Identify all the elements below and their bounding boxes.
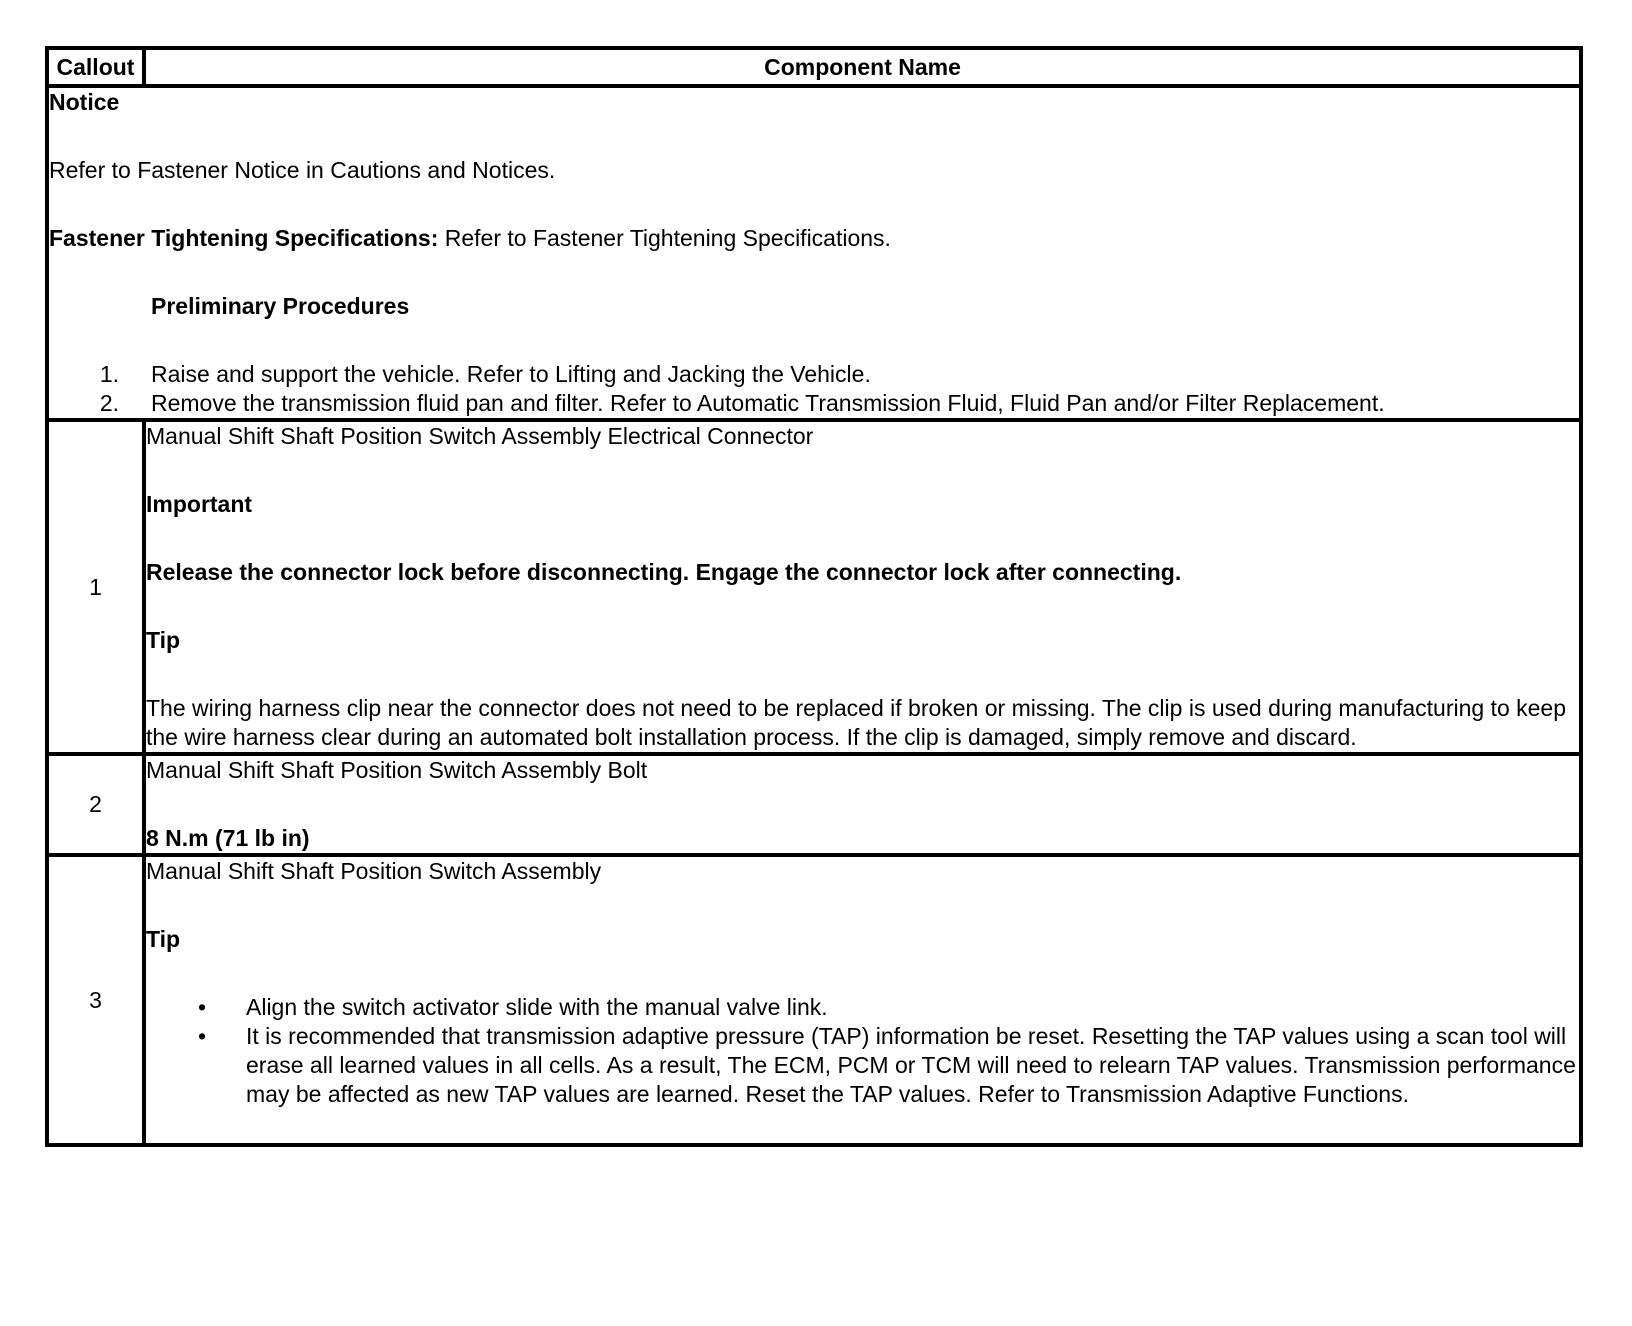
list-item: [146, 993, 1579, 1022]
important-text: Release the connector lock before disconnecting. Engage the connector lock after connecting.: [146, 559, 1182, 585]
important-label: Important: [146, 491, 253, 517]
step-number: 2.: [99, 390, 119, 416]
list-item: [146, 1022, 1579, 1109]
fastener-spec-label: Fastener Tightening Specifications:: [49, 225, 439, 251]
component-table: [45, 46, 1583, 1147]
list-item: [49, 360, 1579, 389]
notice-title: Notice: [49, 89, 120, 115]
tip-text: The wiring harness clip near the connector does not need to be replaced if broken or missing. The clip is used during manufacturing to keep the wire harness clear during an automated bolt installation process. If the clip is damaged, simply remove and discard.: [146, 695, 1567, 750]
notice-row: [47, 86, 1581, 420]
notice-refer-text: Refer to Fastener Notice in Cautions and Notices.: [49, 157, 556, 183]
torque-spec: 8 N.m (71 lb in): [146, 825, 310, 851]
component-cell: [144, 855, 1581, 1145]
fastener-spec-line: [49, 224, 1579, 253]
callout-number: 3: [47, 855, 144, 1145]
component-name: Manual Shift Shaft Position Switch Assembly Bolt: [146, 757, 648, 783]
tip-label: Tip: [146, 627, 181, 653]
bullet-icon: •: [198, 1023, 207, 1049]
callout-number: 1: [47, 420, 144, 754]
fastener-spec-text: Refer to Fastener Tightening Specifications.: [438, 225, 891, 251]
component-cell: [144, 420, 1581, 754]
step-text: Remove the transmission fluid pan and filter. Refer to Automatic Transmission Fluid, Fluid Pan and/or Filter Replacement.: [151, 390, 1385, 416]
component-name: Manual Shift Shaft Position Switch Assembly: [146, 858, 602, 884]
table-row: [47, 855, 1581, 1145]
table-row: [47, 754, 1581, 855]
step-text: Raise and support the vehicle. Refer to Lifting and Jacking the Vehicle.: [151, 361, 871, 387]
tip-label: Tip: [146, 926, 181, 952]
component-cell: [144, 754, 1581, 855]
table-row: [47, 420, 1581, 754]
bullet-text: Align the switch activator slide with the manual valve link.: [246, 994, 828, 1020]
tip-bullet-list: [146, 993, 1579, 1109]
callout-number: 2: [47, 754, 144, 855]
bullet-text: It is recommended that transmission adaptive pressure (TAP) information be reset. Resetting the TAP values using a scan tool will erase all learned values in all cells. As a result, The ECM, PCM or TCM will need to relearn TAP values. Transmission performance may be affected as new TAP values are learned. Reset the TAP values. Refer to Transmission Adaptive Functions.: [246, 1023, 1576, 1107]
preliminary-steps-list: [49, 360, 1579, 418]
list-item: [49, 389, 1579, 418]
component-name: Manual Shift Shaft Position Switch Assembly Electrical Connector: [146, 423, 814, 449]
notice-cell: [47, 86, 1581, 420]
bullet-icon: •: [198, 994, 207, 1020]
table-header-row: [47, 48, 1581, 86]
component-name-column-header: Component Name: [144, 48, 1581, 86]
step-number: 1.: [99, 361, 119, 387]
preliminary-procedures-title: Preliminary Procedures: [151, 293, 410, 319]
callout-column-header: Callout: [47, 48, 144, 86]
